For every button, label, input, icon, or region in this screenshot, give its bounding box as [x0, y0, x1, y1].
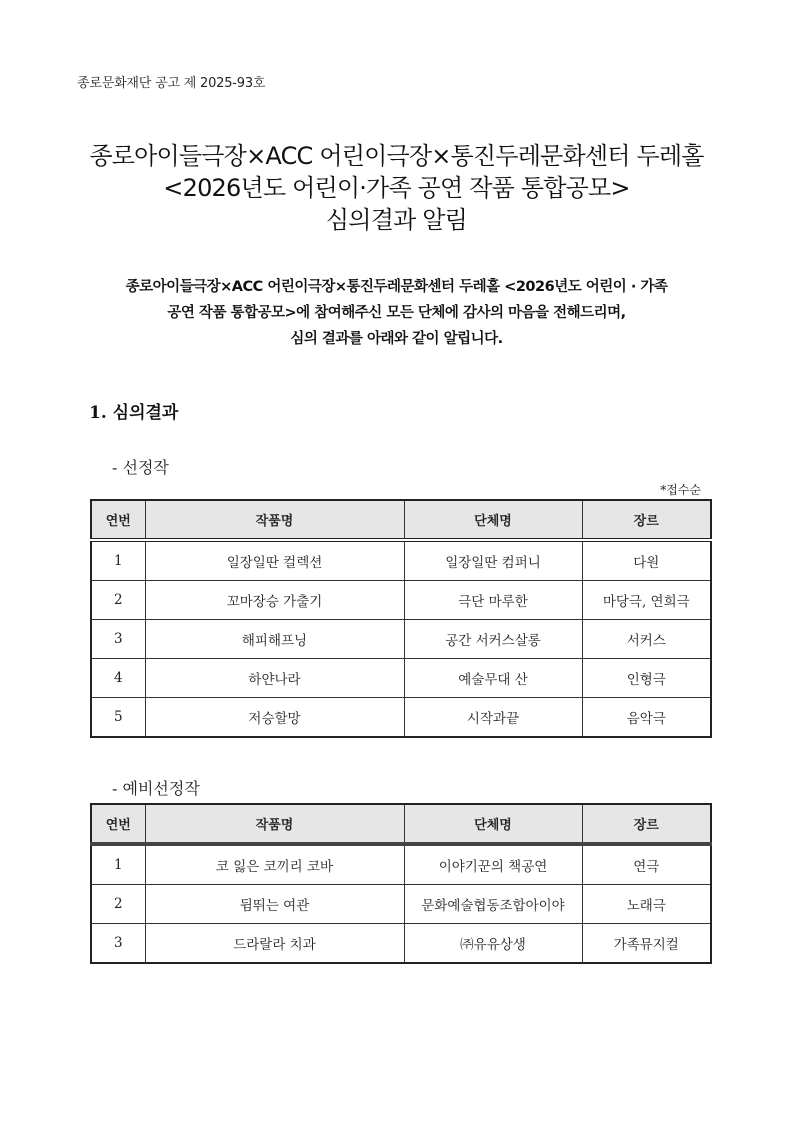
cell-no: 5 — [91, 698, 145, 738]
selected-works-table — [90, 499, 712, 738]
cell-title: 일장일딴 컬렉션 — [145, 540, 404, 581]
cell-genre: 노래극 — [582, 885, 711, 924]
cell-no: 2 — [91, 581, 145, 620]
table-row — [91, 885, 711, 924]
column-header-no: 연번 — [91, 804, 145, 844]
cell-title: 코 잃은 코끼리 코바 — [145, 844, 404, 885]
cell-title: 드라랄라 치과 — [145, 924, 404, 964]
intro-line-3: 심의 결과를 아래와 같이 알립니다. — [290, 331, 503, 347]
intro-line-1: 종로아이들극장×ACC 어린이극장×통진두레문화센터 두레홀 <2026년도 어린이 · 가족 — [125, 279, 668, 295]
cell-no: 3 — [91, 620, 145, 659]
column-header-group: 단체명 — [404, 804, 582, 844]
cell-no: 3 — [91, 924, 145, 964]
cell-genre: 서커스 — [582, 620, 711, 659]
cell-no: 1 — [91, 844, 145, 885]
cell-genre: 가족뮤지컬 — [582, 924, 711, 964]
cell-no: 4 — [91, 659, 145, 698]
cell-title: 저승할망 — [145, 698, 404, 738]
table-header-row — [91, 804, 711, 844]
cell-title: 꼬마장승 가출기 — [145, 581, 404, 620]
cell-group: 이야기꾼의 책공연 — [404, 844, 582, 885]
table-row — [91, 659, 711, 698]
column-header-genre: 장르 — [582, 804, 711, 844]
cell-genre: 다원 — [582, 540, 711, 581]
cell-title: 하얀나라 — [145, 659, 404, 698]
subheading-reserve: - 예비선정작 — [112, 779, 200, 798]
title-line-1: 종로아이들극장×ACC 어린이극장×통진두레문화센터 두레홀 — [89, 142, 704, 170]
cell-title: 해피해프닝 — [145, 620, 404, 659]
cell-group: 일장일딴 컴퍼니 — [404, 540, 582, 581]
cell-genre: 인형극 — [582, 659, 711, 698]
cell-genre: 연극 — [582, 844, 711, 885]
column-header-genre: 장르 — [582, 500, 711, 540]
table-row — [91, 540, 711, 581]
table-row — [91, 924, 711, 964]
subheading-selected: - 선정작 — [112, 458, 169, 477]
notice-number: 종로문화재단 공고 제 2025-93호 — [77, 76, 266, 91]
cell-no: 2 — [91, 885, 145, 924]
intro-paragraph — [0, 274, 793, 352]
column-header-title: 작품명 — [145, 500, 404, 540]
cell-genre: 마당극, 연희극 — [582, 581, 711, 620]
column-header-title: 작품명 — [145, 804, 404, 844]
cell-group: 시작과끝 — [404, 698, 582, 738]
column-header-group: 단체명 — [404, 500, 582, 540]
cell-group: ㈜유유상생 — [404, 924, 582, 964]
column-header-no: 연번 — [91, 500, 145, 540]
cell-no: 1 — [91, 540, 145, 581]
table-row — [91, 844, 711, 885]
table-row — [91, 581, 711, 620]
title-line-3: 심의결과 알림 — [325, 206, 468, 234]
table-row — [91, 698, 711, 738]
intro-line-2: 공연 작품 통합공모>에 참여해주신 모든 단체에 감사의 마음을 전해드리며, — [167, 305, 626, 321]
table-header-row — [91, 500, 711, 540]
cell-group: 공간 서커스살롱 — [404, 620, 582, 659]
document-title — [0, 140, 793, 236]
table-row — [91, 620, 711, 659]
title-line-2: <2026년도 어린이·가족 공연 작품 통합공모> — [163, 174, 630, 202]
cell-title: 뒴뛰는 여관 — [145, 885, 404, 924]
cell-group: 문화예술협동조합아이야 — [404, 885, 582, 924]
cell-group: 극단 마루한 — [404, 581, 582, 620]
reserve-works-table — [90, 803, 712, 964]
section-heading-review-results: 1. 심의결과 — [89, 403, 179, 423]
cell-genre: 음악극 — [582, 698, 711, 738]
cell-group: 예술무대 산 — [404, 659, 582, 698]
order-note: *접수순 — [660, 483, 701, 497]
